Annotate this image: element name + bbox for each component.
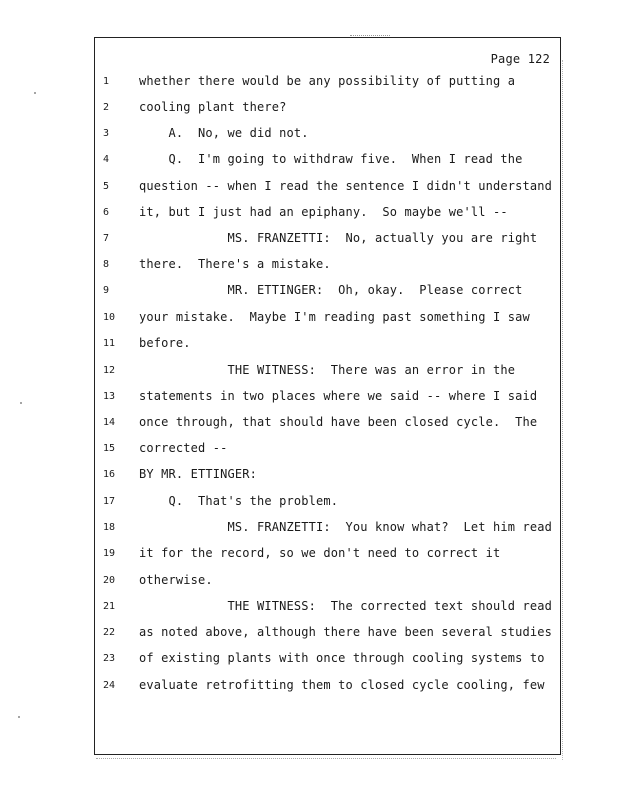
page-number: Page 122 — [490, 52, 550, 66]
line-number: 8 — [103, 259, 110, 270]
line-number: 1 — [103, 76, 110, 87]
scan-speck — [20, 402, 22, 404]
transcript-line — [95, 126, 560, 142]
transcript-line — [95, 231, 560, 247]
line-number: 6 — [103, 207, 110, 218]
line-number: 20 — [103, 575, 116, 586]
line-number: 4 — [103, 154, 110, 165]
line-text: it, but I just had an epiphany. So maybe we'll -- — [139, 205, 508, 219]
line-number: 22 — [103, 627, 116, 638]
transcript-line — [95, 74, 560, 90]
line-number: 13 — [103, 391, 116, 402]
line-number: 21 — [103, 601, 116, 612]
line-text: of existing plants with once through cooling systems to — [139, 651, 545, 665]
line-text: cooling plant there? — [139, 100, 287, 114]
transcript-line — [95, 257, 560, 273]
line-text: it for the record, so we don't need to correct it — [139, 546, 501, 560]
line-text: before. — [139, 336, 191, 350]
transcript-line — [95, 678, 560, 694]
line-number: 23 — [103, 653, 116, 664]
line-text: MS. FRANZETTI: No, actually you are right — [139, 231, 538, 245]
line-number: 17 — [103, 496, 116, 507]
scan-artifact-edge — [558, 60, 563, 760]
line-text: statements in two places where we said -- where I said — [139, 389, 538, 403]
line-number: 10 — [103, 312, 116, 323]
transcript-line — [95, 441, 560, 457]
line-text: there. There's a mistake. — [139, 257, 331, 271]
transcript-line — [95, 625, 560, 641]
line-number: 16 — [103, 469, 116, 480]
scan-speck — [18, 716, 20, 718]
line-number: 2 — [103, 102, 110, 113]
transcript-page — [94, 37, 561, 755]
line-number: 14 — [103, 417, 116, 428]
line-text: as noted above, although there have been several studies — [139, 625, 552, 639]
line-text: Q. I'm going to withdraw five. When I read the — [139, 152, 523, 166]
transcript-line — [95, 573, 560, 589]
transcript-line — [95, 283, 560, 299]
scan-speck — [34, 92, 36, 94]
line-text: evaluate retrofitting them to closed cycle cooling, few — [139, 678, 545, 692]
line-text: otherwise. — [139, 573, 213, 587]
line-number: 19 — [103, 548, 116, 559]
line-number: 12 — [103, 365, 116, 376]
transcript-line — [95, 389, 560, 405]
line-text: question -- when I read the sentence I didn't understand — [139, 179, 552, 193]
transcript-line — [95, 152, 560, 168]
transcript-line — [95, 467, 560, 483]
line-text: whether there would be any possibility of putting a — [139, 74, 516, 88]
line-text: Q. That's the problem. — [139, 494, 339, 508]
transcript-line — [95, 100, 560, 116]
line-text: MS. FRANZETTI: You know what? Let him read — [139, 520, 552, 534]
line-number: 5 — [103, 181, 110, 192]
transcript-line — [95, 599, 560, 615]
line-number: 3 — [103, 128, 110, 139]
transcript-line — [95, 205, 560, 221]
line-number: 18 — [103, 522, 116, 533]
line-text: corrected -- — [139, 441, 228, 455]
line-number: 9 — [103, 285, 110, 296]
transcript-line — [95, 651, 560, 667]
transcript-line — [95, 310, 560, 326]
line-text: A. No, we did not. — [139, 126, 309, 140]
line-text: MR. ETTINGER: Oh, okay. Please correct — [139, 283, 523, 297]
line-text: your mistake. Maybe I'm reading past something I saw — [139, 310, 530, 324]
transcript-line — [95, 415, 560, 431]
line-text: THE WITNESS: The corrected text should read — [139, 599, 552, 613]
line-number: 11 — [103, 338, 116, 349]
line-number: 15 — [103, 443, 116, 454]
transcript-line — [95, 546, 560, 562]
line-number: 7 — [103, 233, 110, 244]
scan-artifact-bottom — [96, 758, 556, 761]
transcript-line — [95, 363, 560, 379]
line-number: 24 — [103, 680, 116, 691]
line-text: BY MR. ETTINGER: — [139, 467, 257, 481]
transcript-line — [95, 520, 560, 536]
transcript-line — [95, 336, 560, 352]
line-text: once through, that should have been closed cycle. The — [139, 415, 538, 429]
transcript-line — [95, 179, 560, 195]
transcript-line — [95, 494, 560, 510]
line-text: THE WITNESS: There was an error in the — [139, 363, 516, 377]
